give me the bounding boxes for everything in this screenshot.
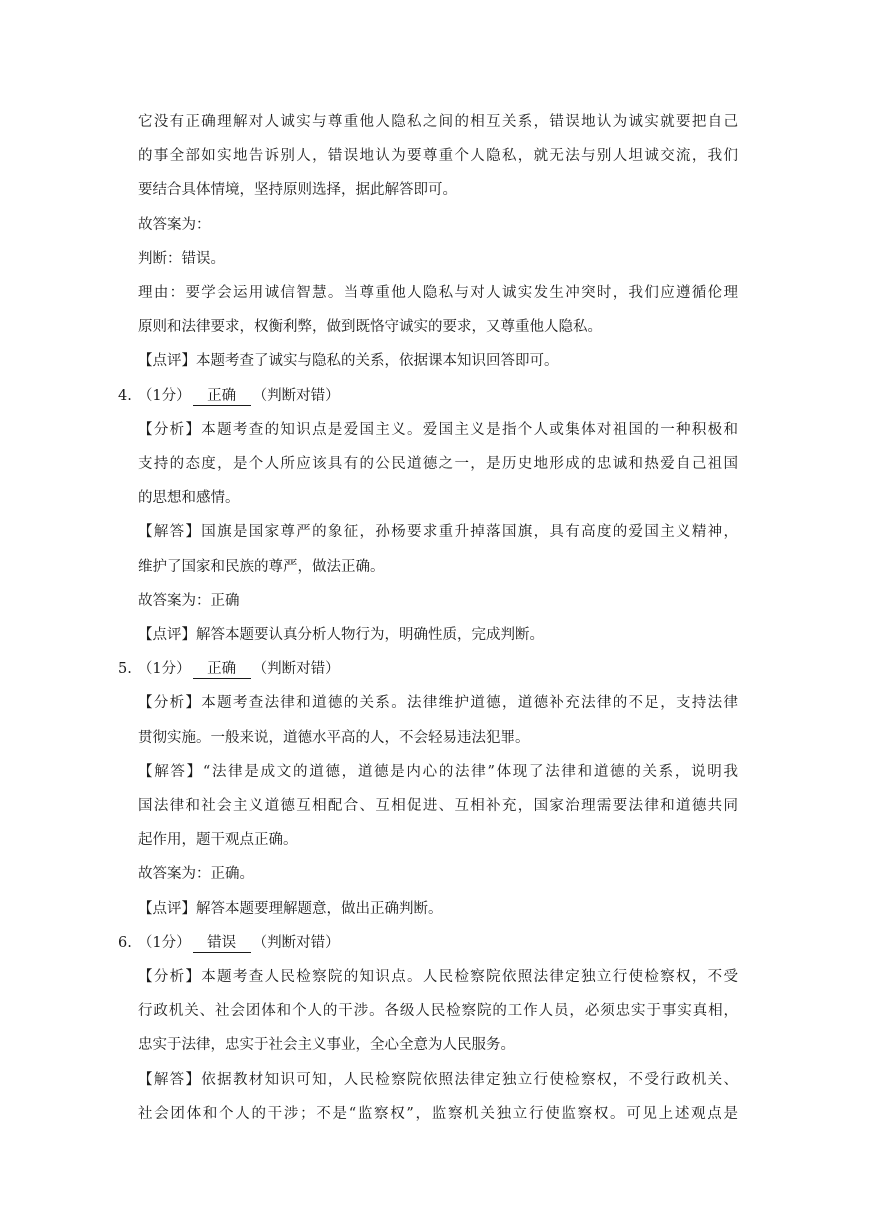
text-line: 忠实于法律，忠实于社会主义事业，全心全意为人民服务。 [138,1037,515,1054]
text-line: 【解答】“法律是成文的道德，道德是内心的法律”体现了法律和道德的关系，说明我 [138,763,738,780]
question-number: 4. [118,387,132,404]
question-header [118,386,718,406]
text-line: 的思想和感情。 [138,490,240,507]
question-number: 5. [118,661,132,678]
text-line: 【点评】解答本题要理解题意，做出正确判断。 [138,900,443,917]
text-line: 故答案为：正确 [138,592,240,609]
text-line: 社会团体和个人的干涉；不是“监察权”，监察机关独立行使监察权。可见上述观点是 [138,1105,738,1122]
answer-blank: 错误 [193,935,251,953]
answer-blank: 正确 [193,388,251,406]
text-line: 支持的态度，是个人所应该具有的公民道德之一，是历史地形成的忠诚和热爱自己祖国 [138,456,738,472]
text-line: 【分析】本题考查人民检察院的知识点。人民检察院依照法律定独立行使检察权，不受 [138,969,738,985]
text-line: 贯彻实施。一般来说，道德水平高的人，不会轻易违法犯罪。 [138,729,530,746]
text-line: 起作用，题干观点正确。 [138,832,298,849]
text-line: 故答案为：正确。 [138,866,254,883]
text-line: 行政机关、社会团体和个人的干涉。各级人民检察院的工作人员，必须忠实于事实真相， [138,1003,738,1020]
text-line: 【分析】本题考查的知识点是爱国主义。爱国主义是指个人或集体对祖国的一种积极和 [138,421,738,438]
text-line: 故答案为： [138,216,211,233]
text-line: 【解答】国旗是国家尊严的象征，孙杨要求重升掉落国旗，具有高度的爱国主义精神， [138,524,738,541]
question-score: （1分） [137,387,191,404]
text-line: 判断：错误。 [138,250,225,267]
answer-blank: 正确 [193,661,251,679]
question-score: （1分） [137,934,191,951]
text-line: 理由：要学会运用诚信智慧。当尊重他人隐私与对人诚实发生冲突时，我们应遵循伦理 [138,285,738,301]
question-type: （判断对错） [252,934,340,951]
text-line: 【分析】本题考查法律和道德的关系。法律维护道德，道德补充法律的不足，支持法律 [138,695,738,712]
text-line: 它没有正确理解对人诚实与尊重他人隐私之间的相互关系，错误地认为诚实就要把自己 [138,114,738,130]
question-number: 6. [118,934,132,951]
text-line: 【点评】本题考查了诚实与隐私的关系，依据课本知识回答即可。 [138,353,559,370]
text-line: 原则和法律要求，权衡利弊，做到既恪守诚实的要求，又尊重他人隐私。 [138,319,602,336]
question-type: （判断对错） [252,661,340,678]
text-line: 要结合具体情境，坚持原则选择，据此解答即可。 [138,182,457,199]
text-line: 的事全部如实地告诉别人，错误地认为要尊重个人隐私，就无法与别人坦诚交流，我们 [138,148,738,165]
question-header [118,933,718,953]
question-type: （判断对错） [252,387,340,404]
text-line: 【点评】解答本题要认真分析人物行为，明确性质，完成判断。 [138,627,544,643]
question-score: （1分） [137,661,191,678]
text-line: 【解答】依据教材知识可知，人民检察院依照法律定独立行使检察权，不受行政机关、 [138,1071,738,1088]
text-line: 维护了国家和民族的尊严，做法正确。 [138,558,385,575]
text-line: 国法律和社会主义道德互相配合、互相促进、互相补充，国家治理需要法律和道德共同 [138,798,738,814]
question-header [118,659,718,679]
